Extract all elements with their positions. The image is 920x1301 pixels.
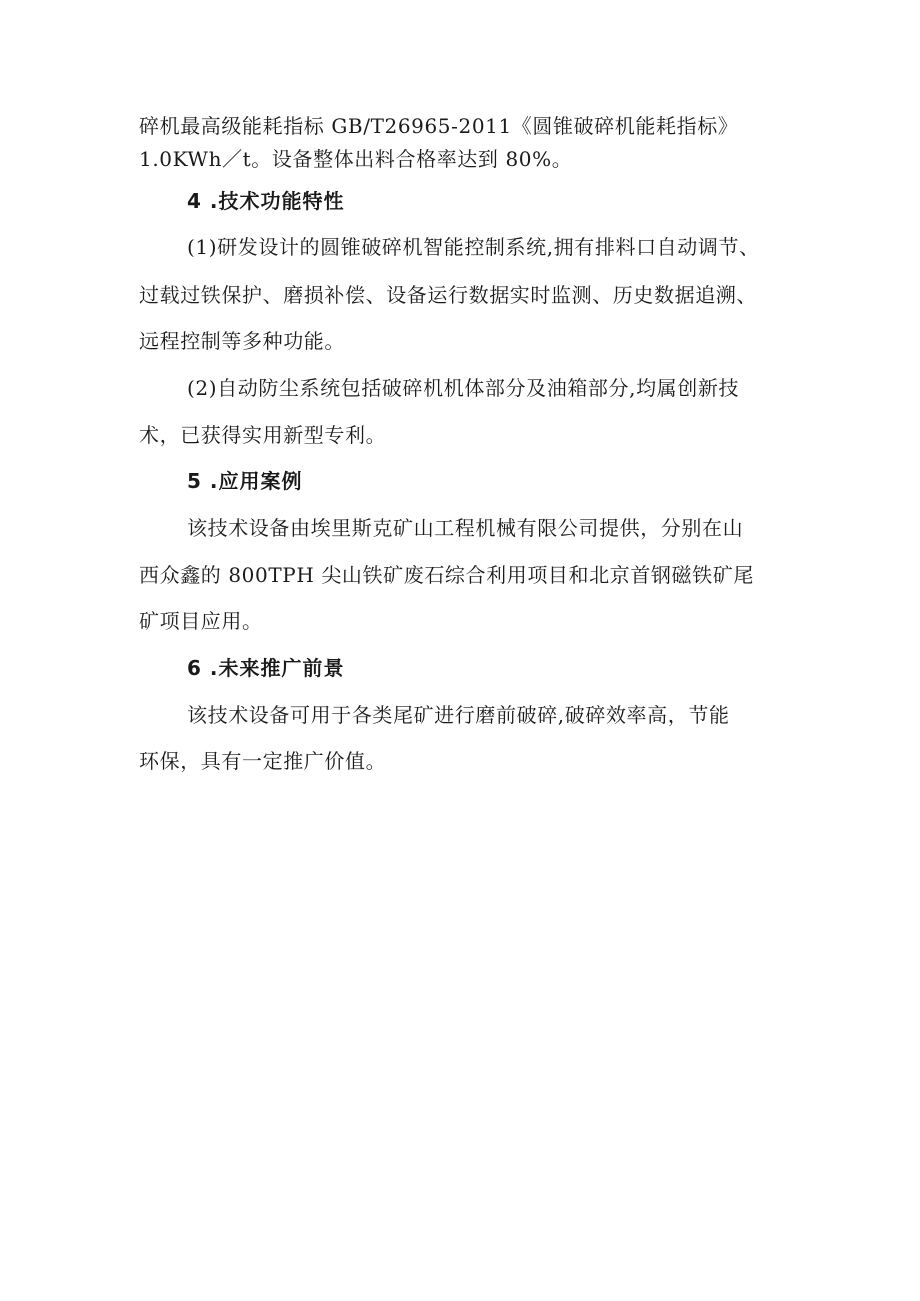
section-heading: 6 .未来推广前景	[187, 656, 345, 680]
paragraph-line: (1)研发设计的圆锥破碎机智能控制系统,拥有排料口自动调节、	[187, 235, 760, 259]
section-heading: 5 .应用案例	[187, 469, 303, 493]
paragraph-line: 1.0KWh／t。设备整体出料合格率达到 80%。	[139, 147, 573, 171]
paragraph-line: 碎机最高级能耗指标 GB/T26965-2011《圆锥破碎机能耗指标》	[139, 114, 739, 138]
paragraph-line: 远程控制等多种功能。	[139, 329, 345, 353]
paragraph-line: 该技术设备可用于各类尾矿进行磨前破碎,破碎效率高，节能	[187, 703, 730, 727]
paragraph-line: 环保，具有一定推广价值。	[139, 749, 387, 773]
paragraph-line: 西众鑫的 800TPH 尖山铁矿废石综合利用项目和北京首钢磁铁矿尾	[139, 563, 754, 587]
section-heading: 4 .技术功能特性	[187, 189, 345, 213]
paragraph-line: 该技术设备由埃里斯克矿山工程机械有限公司提供，分别在山	[187, 516, 744, 540]
paragraph-line: 过载过铁保护、磨损补偿、设备运行数据实时监测、历史数据追溯、	[139, 283, 757, 307]
paragraph-line: 矿项目应用。	[139, 609, 263, 633]
paragraph-line: (2)自动防尘系统包括破碎机机体部分及油箱部分,均属创新技	[187, 376, 740, 400]
paragraph-line: 术，已获得实用新型专利。	[139, 423, 387, 447]
